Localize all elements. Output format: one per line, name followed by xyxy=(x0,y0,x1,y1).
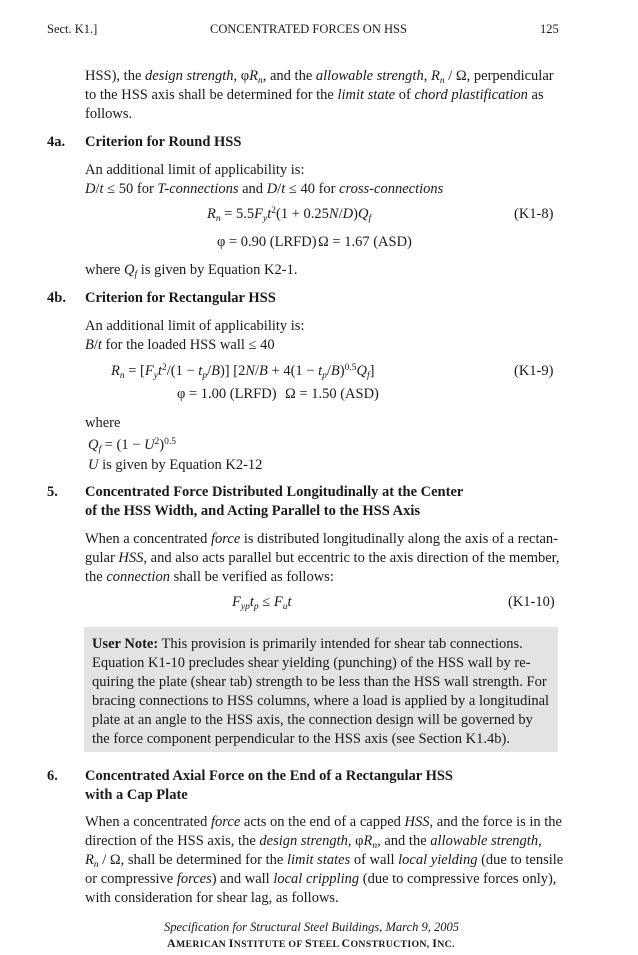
section-6-para-line-4: or compressive forces) and wall local crippling (due to compressive forces only), xyxy=(85,871,557,887)
section-4b-title: Criterion for Rectangular HSS xyxy=(85,290,276,306)
equation-k1-9-number: (K1-9) xyxy=(514,363,554,379)
section-4b-where: where xyxy=(85,415,121,431)
footer-publisher: AMERICAN INSTITUTE OF STEEL CONSTRUCTION, INC. xyxy=(167,936,455,950)
user-note-line-3: quiring the plate (shear tab) strength to be less than the HSS wall strength. For xyxy=(92,674,547,690)
section-5-para-line-3: the connection shall be verified as follows: xyxy=(85,569,334,585)
section-4a-where: where $Q_f$ is given by Equation K2-1. xyxy=(85,262,298,280)
user-note-line-5: plate at an angle to the HSS axis, the connection design will be governed by xyxy=(92,712,533,728)
intro-line-2: to the HSS axis shall be determined for the limit state of chord plastification as xyxy=(85,87,544,103)
section-4b-limit: B/t for the loaded HSS wall ≤ 40 xyxy=(85,337,275,353)
section-4b-phi: φ = 1.00 (LRFD) xyxy=(177,386,277,402)
section-4a-title: Criterion for Round HSS xyxy=(85,134,242,150)
running-header-title: CONCENTRATED FORCES ON HSS xyxy=(210,22,407,36)
user-note-line-6: the force component perpendicular to the HSS axis (see Section K1.4b). xyxy=(92,731,510,747)
section-6-para-line-1: When a concentrated force acts on the end of a capped HSS, and the force is in the xyxy=(85,814,562,830)
section-4a-number: 4a. xyxy=(47,134,66,150)
section-6-title-line-1: Concentrated Axial Force on the End of a Rectangular HSS xyxy=(85,768,454,784)
equation-k1-8-number: (K1-8) xyxy=(514,206,554,222)
section-4b-omega: Ω = 1.50 (ASD) xyxy=(285,386,379,402)
section-6-title-line-2: with a Cap Plate xyxy=(85,787,188,803)
section-4b-limit-intro: An additional limit of applicability is: xyxy=(85,318,305,334)
page-number: 125 xyxy=(540,22,559,36)
equation-k1-8: $R_n = 5.5F_yt^2(1 + 0.25N/D)Q_f$ xyxy=(207,206,372,224)
running-header-section: Sect. K1.] xyxy=(47,22,98,36)
footer-specification: Specification for Structural Steel Buildings, March 9, 2005 xyxy=(164,920,459,934)
section-6-para-line-3: $R_n$ / Ω, shall be determined for the limit states of wall local yielding (due to tensile xyxy=(85,852,564,870)
user-note-line-2: Equation K1-10 precludes shear yielding (punching) of the HSS wall by re- xyxy=(92,655,531,671)
section-6-para-line-5: with consideration for shear lag, as follows. xyxy=(85,890,339,906)
section-4a-limit-intro: An additional limit of applicability is: xyxy=(85,162,305,178)
section-5-title-line-1: Concentrated Force Distributed Longitudinally at the Center xyxy=(85,484,464,500)
section-4a-omega: Ω = 1.67 (ASD) xyxy=(318,234,412,250)
intro-line-3: follows. xyxy=(85,106,133,122)
section-6-number: 6. xyxy=(47,768,58,784)
section-5-para-line-1: When a concentrated force is distributed longitudinally along the axis of a rectan- xyxy=(85,531,558,547)
u-definition: U is given by Equation K2-12 xyxy=(88,457,263,473)
section-4a-phi: φ = 0.90 (LRFD) xyxy=(217,234,317,250)
equation-k1-10: $F_{yp}t_p \le F_ut$ xyxy=(232,594,292,612)
section-5-title-line-2: of the HSS Width, and Acting Parallel to the HSS Axis xyxy=(85,503,421,519)
section-4b-number: 4b. xyxy=(47,290,66,306)
user-note-line-4: bracing connections to HSS columns, where a load is applied by a longitudinal xyxy=(92,693,550,709)
section-5-number: 5. xyxy=(47,484,58,500)
equation-k1-10-number: (K1-10) xyxy=(508,594,555,610)
equation-k1-9: $R_n = [F_yt^2/(1 - t_p/B)] [2N/B + 4(1 - t_p/B)^{0.5}Q_f]$ xyxy=(111,363,375,381)
qf-definition: $Q_f = (1 - U^2)^{0.5}$ xyxy=(88,437,177,455)
section-6-para-line-2: direction of the HSS axis, the design strength, $\varphi R_n$, and the allowable strength, xyxy=(85,833,542,851)
section-4a-limit: D/t ≤ 50 for T-connections and D/t ≤ 40 for cross-connections xyxy=(85,181,444,197)
intro-line-1: HSS), the design strength, $\varphi R_n$, and the allowable strength, $R_n$ / Ω, perpendicular xyxy=(85,68,554,86)
section-5-para-line-2: gular HSS, and also acts parallel but eccentric to the axis direction of the member, xyxy=(85,550,560,566)
user-note-line-1: User Note: This provision is primarily intended for shear tab connections. xyxy=(92,636,523,652)
